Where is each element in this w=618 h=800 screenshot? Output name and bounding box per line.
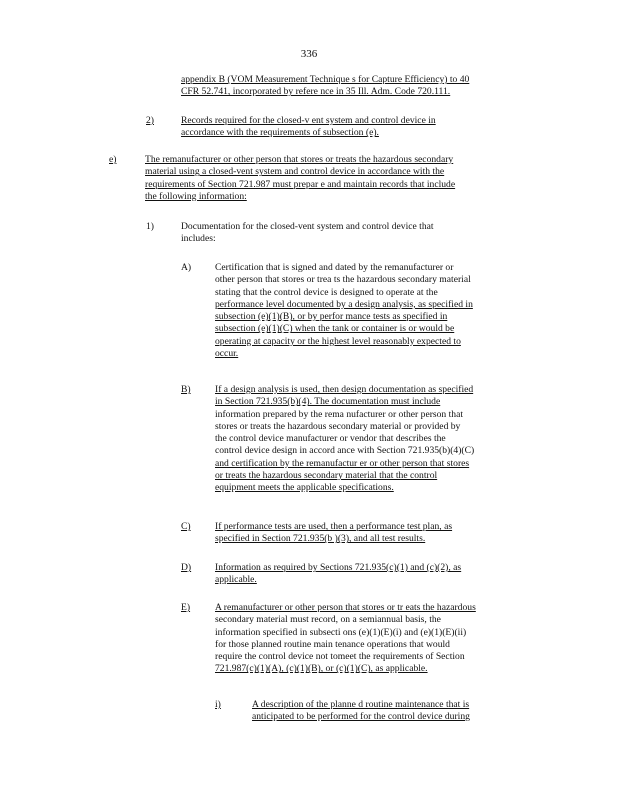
text-line: If a design analysis is used, then design documentation as specified [215, 384, 474, 395]
item-label-d2: 2) [146, 115, 154, 126]
text-line: CFR 52.741, incorporated by refere nce in 35 Ill. Adm. Code 720.111. [181, 86, 451, 98]
text-line: applicable. [215, 574, 257, 586]
text-line: or treats the hazardous secondary material that the control [215, 470, 438, 482]
text-line: Documentation for the closed-vent system and control device that [181, 221, 434, 232]
text-line: performance level documented by a design analysis, as specified in [215, 298, 473, 310]
text-line: Information as required by Sections 721.935(c)(1) and (c)(2), as [215, 562, 462, 573]
text-line: anticipated to be performed for the control device during [252, 711, 470, 723]
text-line: includes: [181, 233, 216, 245]
text-line: Certification that is signed and dated by the remanufacturer or [215, 262, 454, 273]
text-line: appendix B (VOM Measurement Technique s for Capture Efficiency) to 40 [181, 74, 470, 85]
text-line: Records required for the closed-v ent system and control device in [181, 115, 436, 126]
text-line: operating at capacity or the highest level reasonably expected to [215, 335, 461, 347]
text-line: for those planned routine main tenance operations that would [215, 638, 450, 650]
text-line: A remanufacturer or other person that stores or tr eats the hazardous [215, 602, 476, 613]
text-line: control device design in accord ance with Section 721.935(b)(4)(C) [215, 445, 475, 457]
page-number: 336 [300, 48, 318, 60]
text-line: 721.987(c)(1)(A), (c)(1)(B), or (c)(1)(C), as applicable. [215, 663, 428, 675]
text-line: specified in Section 721.935(b )(3), and all test results. [215, 533, 426, 545]
text-line: The remanufacturer or other person that stores or treats the hazardous secondary [145, 154, 454, 165]
text-line: information specified in subsecti ons (e)(1)(E)(i) and (e)(1)(E)(ii) [215, 626, 467, 638]
text-line: requirements of Section 721.987 must prepar e and maintain records that include [145, 178, 456, 190]
item-Ei-text [252, 699, 552, 724]
item-label-e: e) [109, 154, 117, 165]
item-label-Ei: i) [215, 699, 221, 710]
item-label-C: C) [181, 521, 191, 532]
text-line: A description of the planne d routine maintenance that is [252, 699, 470, 710]
item-A-text [215, 262, 555, 360]
text-line: accordance with the requirements of subsection (e). [181, 127, 379, 139]
item-e1-text [181, 221, 511, 246]
text-line: the control device manufacturer or vendor that describes the [215, 433, 446, 445]
text-line: require the control device not tomeet the requirements of Section [215, 651, 465, 663]
item-label-e1: 1) [146, 221, 154, 232]
text-line: the following information: [145, 190, 247, 202]
item-d2-text [181, 115, 511, 140]
text-line: stating that the control device is designed to operate at the [215, 286, 438, 298]
text-line: subsection (e)(1)(B), or by perfor mance tests as specified in [215, 311, 448, 323]
text-line: and certification by the remanufactur er or other person that stores [215, 457, 470, 469]
text-line: If performance tests are used, then a performance test plan, as [215, 521, 453, 532]
text-line: subsection (e)(1)(C) when the tank or container is or would be [215, 323, 455, 335]
item-C-text [215, 521, 555, 546]
item-label-D: D) [181, 562, 192, 573]
text-line: other person that stores or trea ts the hazardous secondary material [215, 274, 471, 286]
item-D-text [215, 562, 555, 587]
item-label-E: E) [181, 602, 191, 613]
text-line: in Section 721.935(b)(4). The documentation must include [215, 396, 441, 408]
text-line: material using a closed-vent system and control device in accordance with the [145, 166, 445, 178]
item-label-A: A) [181, 262, 192, 273]
text-line: equipment meets the applicable specifications. [215, 482, 394, 494]
item-label-B: B) [181, 384, 191, 395]
text-line: stores or treats the hazardous secondary material or provided by [215, 420, 461, 432]
item-e-text [145, 154, 545, 203]
item-E-text [215, 602, 555, 676]
text-line: information prepared by the rema nufacturer or other person that [215, 408, 464, 420]
text-line: secondary material must record, on a semiannual basis, the [215, 614, 441, 626]
text-line: occur. [215, 348, 239, 360]
continuation-text [181, 74, 546, 99]
item-B-text [215, 384, 555, 495]
